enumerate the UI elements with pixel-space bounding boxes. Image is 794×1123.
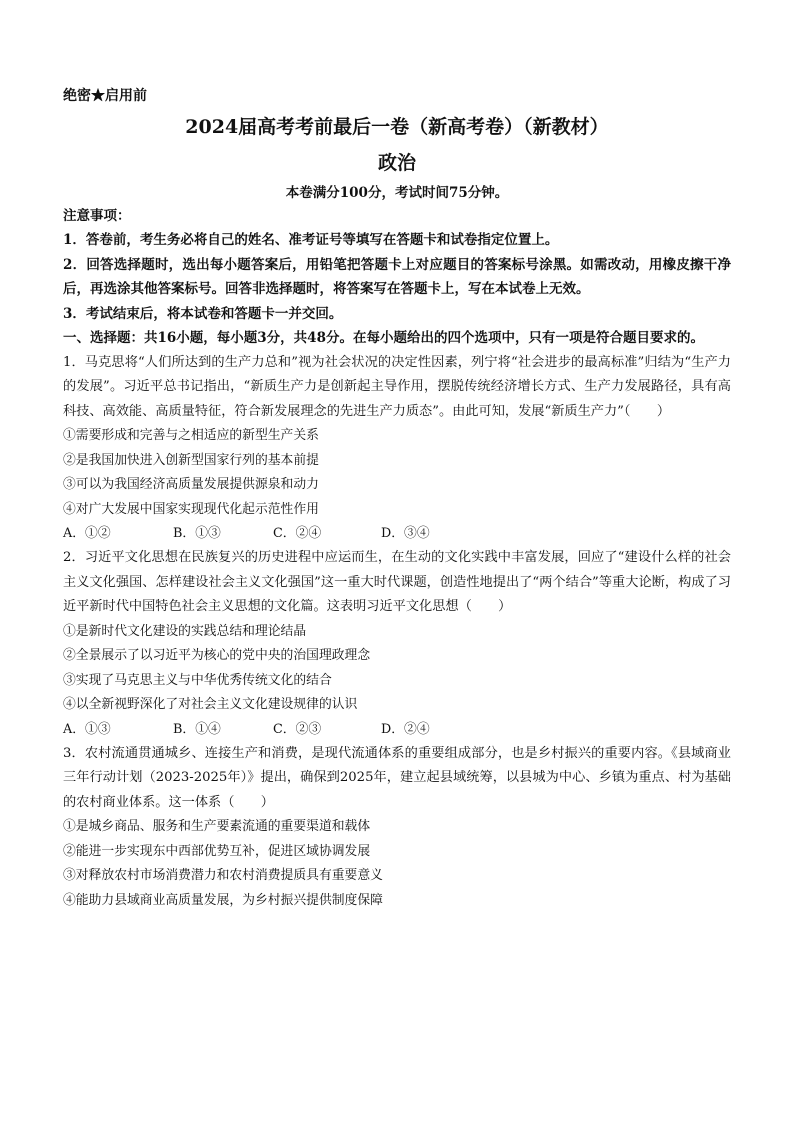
answer-choice-d: D．③④: [381, 526, 430, 541]
notes-heading: 注意事项：: [63, 208, 131, 224]
question-option: ④对广大发展中国家实现现代化起示范性作用: [63, 501, 319, 517]
question-1: [63, 351, 731, 547]
answer-choices: [63, 522, 731, 546]
answer-choice-a: A．①③: [63, 721, 111, 737]
question-option: ①是城乡商品、服务和生产要素流通的重要渠道和载体: [63, 819, 371, 834]
exam-title: 2024届高考考前最后一卷（新高考卷）（新教材）: [185, 116, 609, 138]
exam-page: [63, 86, 731, 913]
question-2: [63, 546, 731, 742]
exam-meta: 本卷满分100分，考试时间75分钟。: [285, 185, 509, 201]
question-stem: 2．习近平文化思想在民族复兴的历史进程中应运而生，在生动的文化实践中丰富发展，回应了“建设什么样的社会主义文化强国、怎样建设社会主义文化强国”这一重大时代课题，创造性地提出了“两个结合”等重大论断，构成了习近平新时代中国特色社会主义思想的文化篇。这表明习近平文化思想（ ）: [63, 550, 731, 614]
question-option: ①需要形成和完善与之相适应的新型生产关系: [63, 428, 319, 443]
answer-choices: [63, 718, 731, 742]
secret-label: 绝密★启用前: [63, 88, 147, 104]
question-stem: 1．马克思将“人们所达到的生产力总和”视为社会状况的决定性因素，列宁将“社会进步的最高标准”归结为“生产力的发展”。习近平总书记指出，“新质生产力是创新起主导作用，摆脱传统经济增长方式、生产力发展路径，具有高科技、高效能、高质量特征，符合新发展理念的先进生产力质态”。由此可知，发展“新质生产力”（ ）: [63, 354, 731, 419]
question-option: ②全景展示了以习近平为核心的党中央的治国理政理念: [63, 648, 371, 663]
question-option: ②是我国加快进入创新型国家行列的基本前提: [63, 452, 319, 468]
question-option: ①是新时代文化建设的实践总结和理论结晶: [63, 623, 307, 639]
answer-choice-b: B．①③: [173, 526, 221, 541]
subject-title: 政治: [377, 152, 416, 174]
answer-choice-c: C．②④: [273, 526, 322, 541]
note-item: 3．考试结束后，将本试卷和答题卡一并交回。: [63, 305, 343, 322]
section-heading: 一、选择题：共16小题，每小题3分，共48分。在每小题给出的四个选项中，只有一项是符合题目要求的。: [63, 330, 704, 346]
question-option: ③实现了马克思主义与中华优秀传统文化的结合: [63, 672, 332, 688]
question-option: ③可以为我国经济高质量发展提供源泉和动力: [63, 477, 319, 492]
question-3: [63, 742, 731, 914]
question-option: ④能助力县域商业高质量发展，为乡村振兴提供制度保障: [63, 892, 383, 908]
notes-block: [63, 204, 731, 326]
answer-choice-c: C．②③: [273, 721, 322, 737]
question-option: ④以全新视野深化了对社会主义文化建设规律的认识: [63, 697, 358, 712]
answer-choice-d: D．②④: [381, 721, 430, 737]
question-stem: 3．农村流通贯通城乡、连接生产和消费，是现代流通体系的重要组成部分，也是乡村振兴的重要内容。《县域商业三年行动计划（2023-2025年）》提出，确保到2025年，建立起县域统筹，以县城为中心、乡镇为重点、村为基础的农村商业体系。这一体系（ ）: [63, 745, 731, 810]
question-option: ②能进一步实现东中西部优势互补，促进区域协调发展: [63, 843, 371, 859]
note-item: 1．答卷前，考生务必将自己的姓名、准考证号等填写在答题卡和试卷指定位置上。: [63, 232, 559, 248]
note-item: 2．回答选择题时，选出每小题答案后，用铅笔把答题卡上对应题目的答案标号涂黑。如需改动，用橡皮擦干净后，再选涂其他答案标号。回答非选择题时，将答案写在答题卡上，写在本试卷上无效。: [63, 256, 731, 297]
question-option: ③对释放农村市场消费潜力和农村消费提质具有重要意义: [63, 868, 383, 883]
answer-choice-a: A．①②: [63, 526, 111, 541]
answer-choice-b: B．①④: [173, 721, 221, 737]
